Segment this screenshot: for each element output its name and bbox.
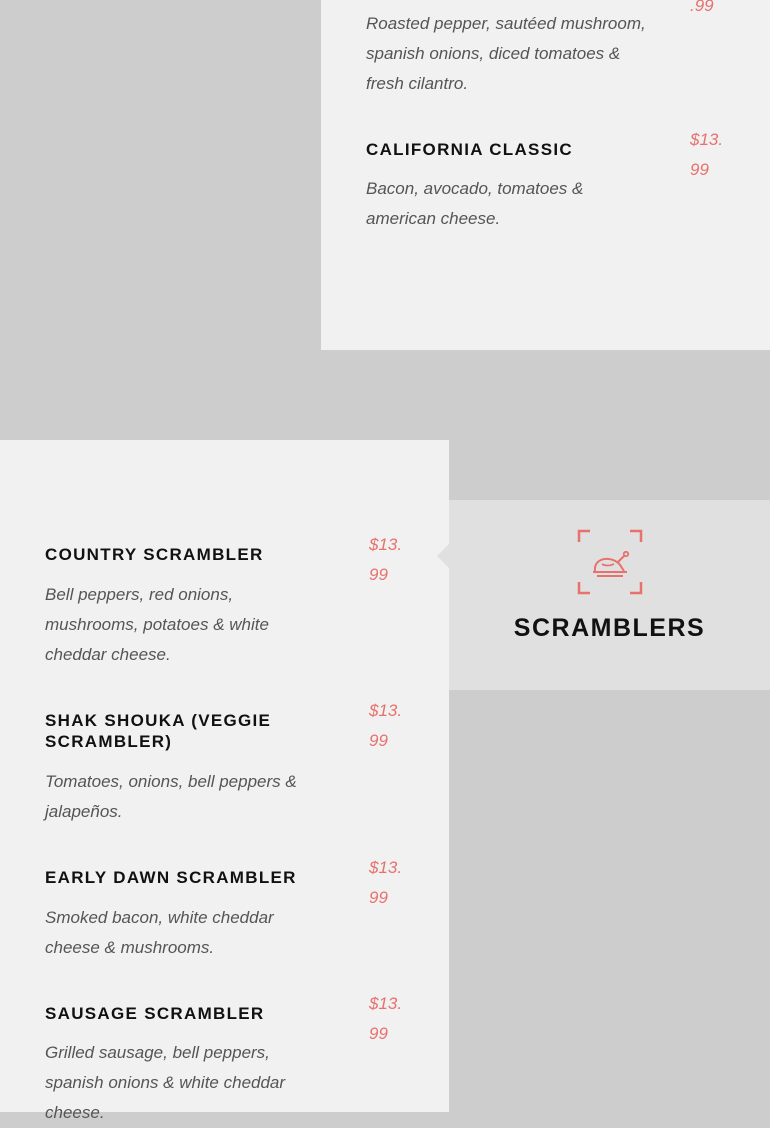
roast-chicken-icon [578, 530, 642, 594]
category-title: SCRAMBLERS [513, 614, 706, 642]
menu-item-name: CALIFORNIA CLASSIC [366, 140, 573, 159]
menu-item-name: COUNTRY SCRAMBLER [45, 545, 264, 564]
menu-item-description: Roasted pepper, sautéed mushroom, spanish onions, diced tomatoes & fresh cilantro. [366, 14, 646, 93]
menu-item-price: $13.99 [369, 535, 403, 584]
menu-item-description: Grilled sausage, bell peppers, spanish onions & white cheddar cheese. [45, 1043, 286, 1122]
menu-item-description: Bell peppers, red onions, mushrooms, potatoes & white cheddar cheese. [45, 585, 269, 664]
menu-item-description: Smoked bacon, white cheddar cheese & mushrooms. [45, 908, 274, 957]
menu-item-price: .99 [690, 0, 714, 15]
menu-item-name: SHAK SHOUKA (VEGGIE SCRAMBLER) [45, 711, 272, 751]
menu-item-price: $13.99 [369, 994, 403, 1043]
category-pointer [437, 544, 449, 568]
menu-item-price: $13.99 [369, 858, 403, 907]
menu-item-price: $13.99 [369, 701, 403, 750]
menu-item-description: Tomatoes, onions, bell peppers & jalapeños. [45, 772, 297, 821]
menu-item-price: $13.99 [690, 130, 724, 179]
menu-item-name: SAUSAGE SCRAMBLER [45, 1004, 265, 1023]
category-header [449, 500, 770, 690]
menu-item-name: EARLY DAWN SCRAMBLER [45, 868, 297, 887]
menu-item-description: Bacon, avocado, tomatoes & american cheese. [366, 179, 584, 228]
